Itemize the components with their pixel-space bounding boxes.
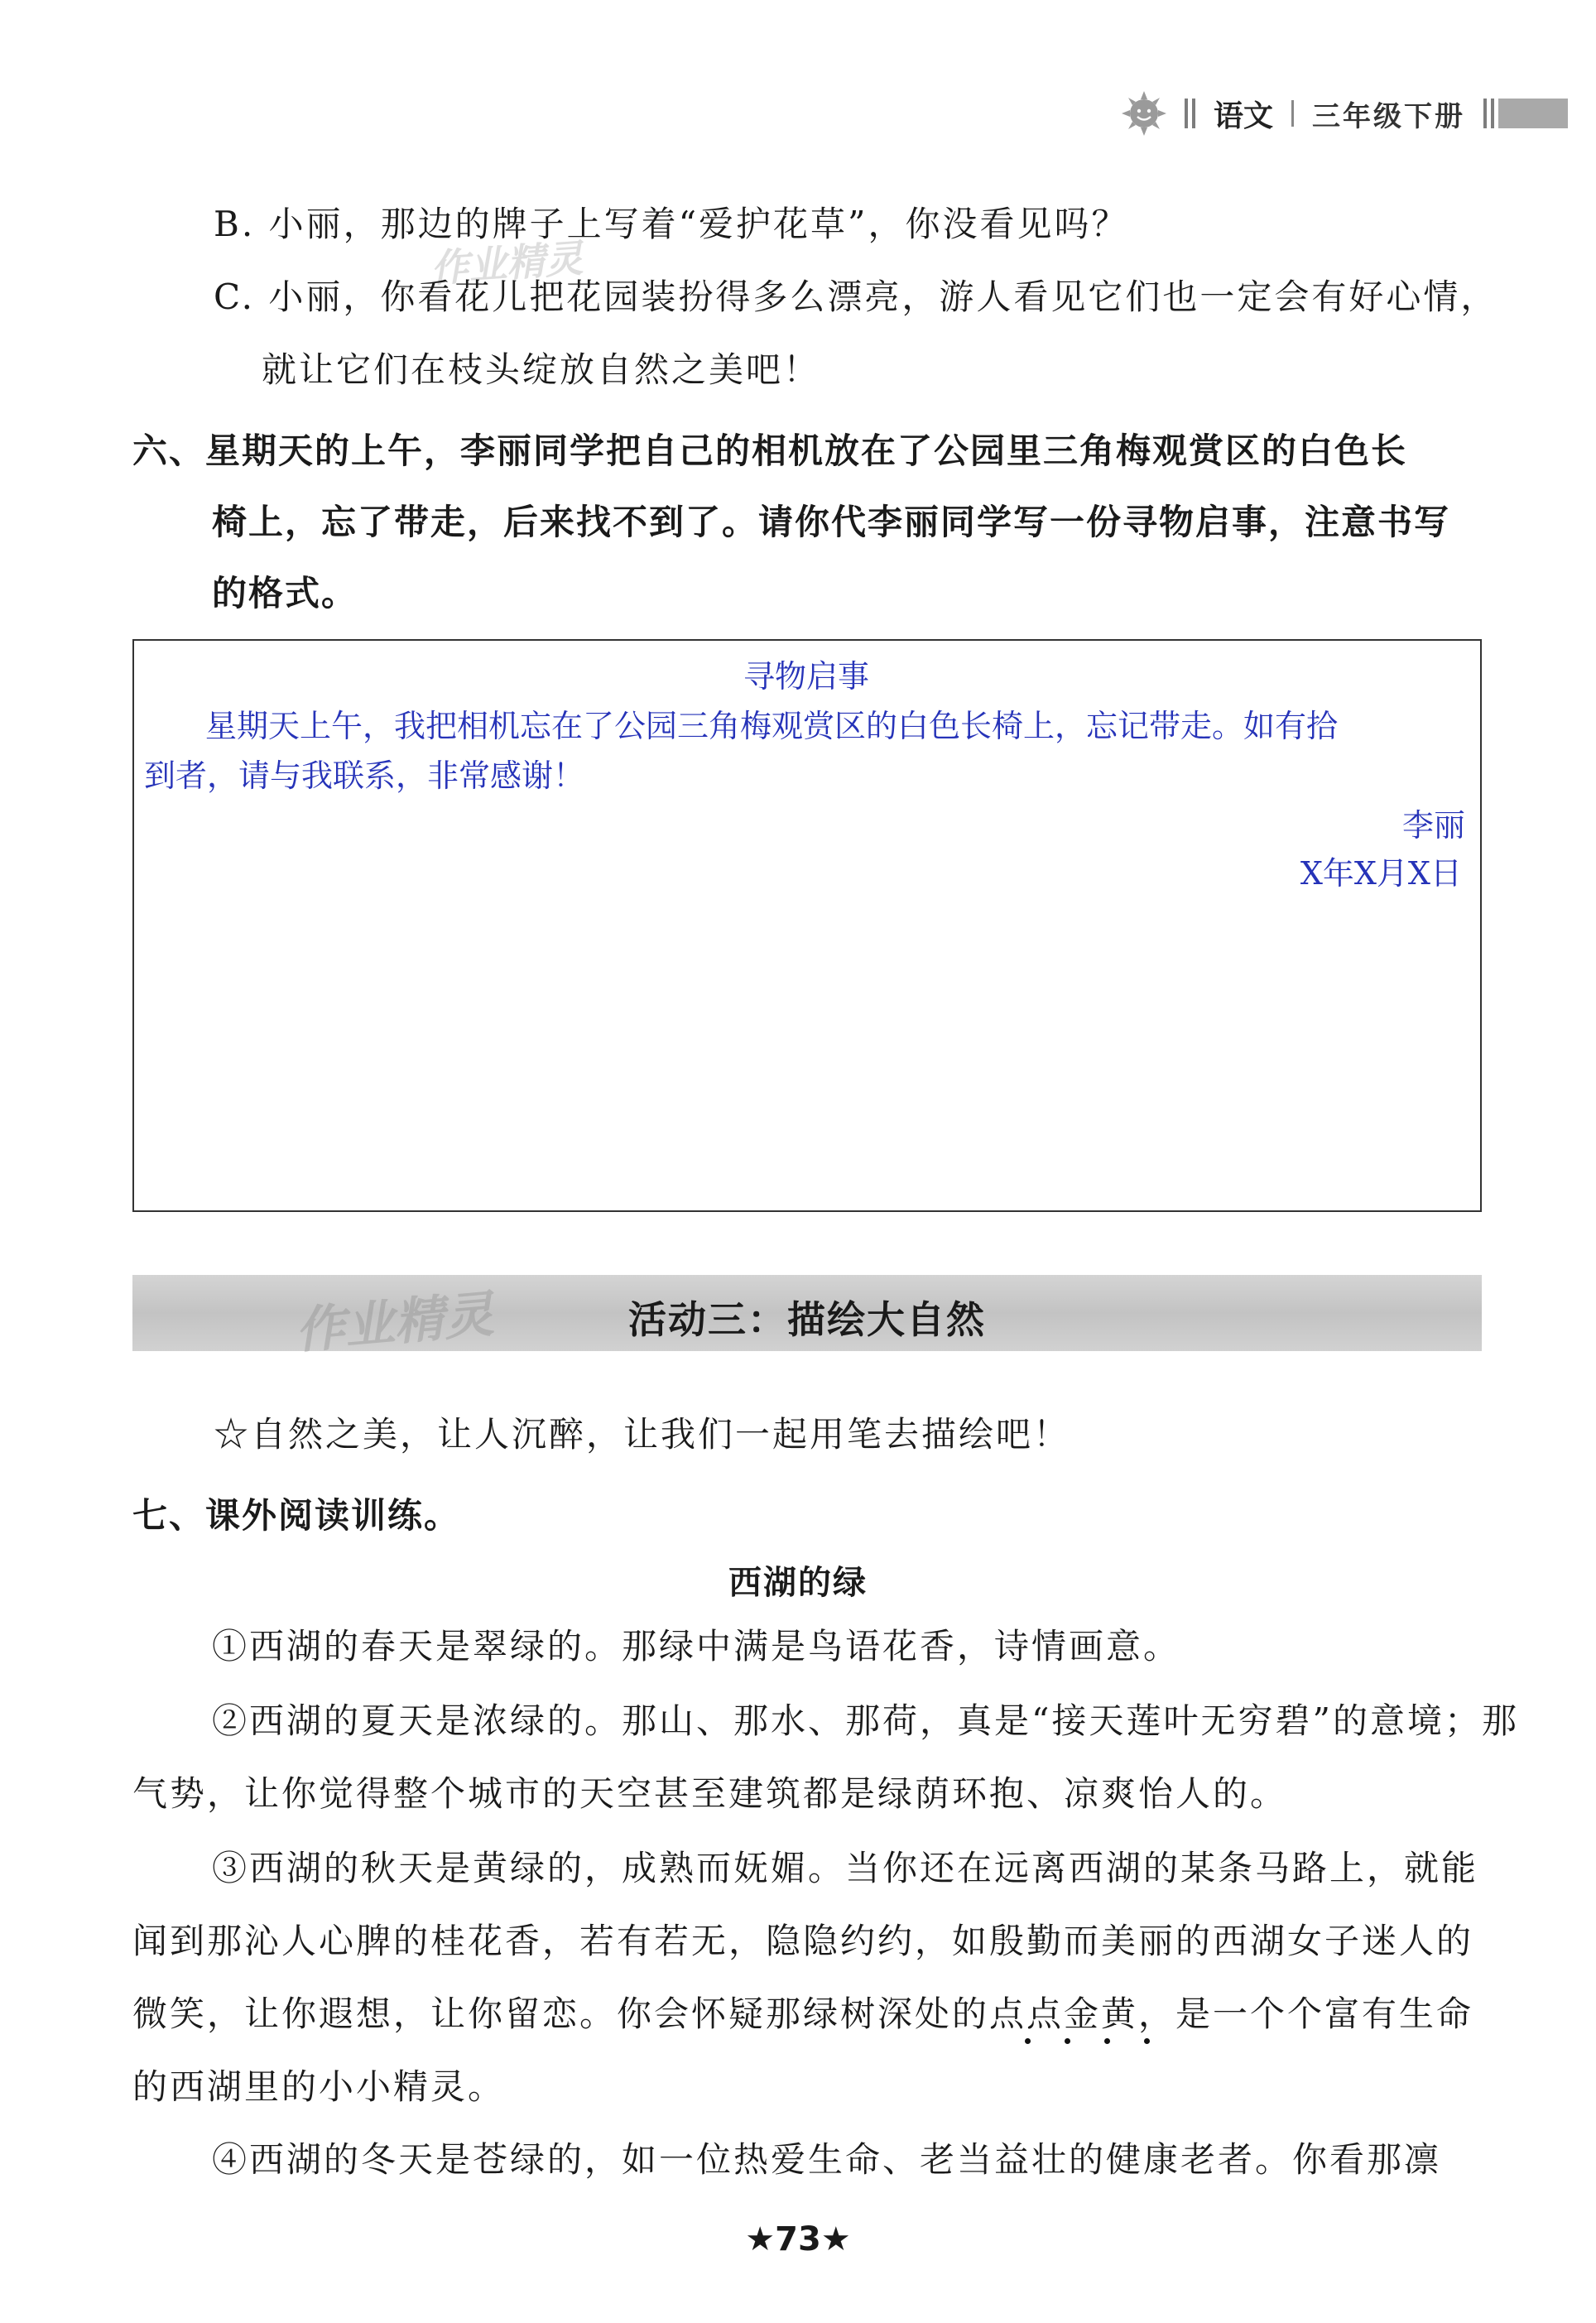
article-p3-line1: ③西湖的秋天是黄绿的，成熟而妩媚。当你还在远离西湖的某条马路上，就能 [212, 1848, 1479, 1888]
question-7: 七、课外阅读训练。 [132, 1495, 461, 1536]
answer-body-line2: 到者，请与我联系，非常感谢！ [144, 758, 585, 794]
article-title: 西湖的绿 [728, 1564, 868, 1602]
banner-watermark: 作业精灵 [292, 1285, 497, 1361]
page-header [1120, 89, 1568, 137]
banner-title: 活动三：描绘大自然 [628, 1297, 986, 1342]
article-p1: ①西湖的春天是翠绿的。那绿中满是鸟语花香，诗情画意。 [212, 1626, 1181, 1666]
emphasis-dot [1065, 2038, 1070, 2044]
question-6-line1: 六、星期天的上午，李丽同学把自己的相机放在了公园里三角梅观赏区的白色长 [132, 430, 1408, 471]
section-banner [132, 1275, 1482, 1361]
article-p4-line1: ④西湖的冬天是苍绿的，如一位热爱生命、老当益壮的健康老者。你看那凛 [212, 2139, 1442, 2180]
header-tail-bar [1483, 99, 1568, 128]
answer-date: X年X月X日 [1300, 855, 1462, 892]
sun-face-icon [1120, 89, 1168, 137]
option-c-line1: C. 小丽，你看花儿把花园装扮得多么漂亮，游人看见它们也一定会有好心情， [214, 277, 1498, 317]
article-p3-line2: 闻到那沁人心脾的桂花香，若有若无，隐隐约约，如殷勤而美丽的西湖女子迷人的 [132, 1921, 1474, 1961]
answer-signature: 李丽 [1401, 807, 1465, 844]
option-b: B. 小丽，那边的牌子上写着“爱护花草”，你没看见吗？ [214, 204, 1129, 244]
header-divider [1185, 99, 1195, 128]
article-p2-line2: 气势，让你觉得整个城市的天空甚至建筑都是绿荫环抱、凉爽怡人的。 [132, 1773, 1288, 1814]
watermark: 作业精灵 [429, 235, 584, 291]
header-separator [1291, 100, 1294, 127]
emphasis-dot [1104, 2038, 1110, 2044]
answer-box [132, 639, 1482, 1212]
answer-body-line1: 星期天上午，我把相机忘在了公园三角梅观赏区的白色长椅上，忘记带走。如有拾 [205, 708, 1339, 744]
question-6-line2: 椅上，忘了带走，后来找不到了。请你代李丽同学写一份寻物启事，注意书写 [212, 502, 1451, 542]
option-c-line2: 就让它们在枝头绽放自然之美吧！ [262, 349, 821, 390]
emphasis-dot [1144, 2038, 1150, 2044]
subject-label: 语文 [1213, 99, 1273, 133]
emphasis-dot [1025, 2038, 1031, 2044]
article-p3-line3: 微笑，让你遐想，让你留恋。你会怀疑那绿树深处的点点金黄，是一个个富有生命 [132, 1994, 1474, 2034]
article-p3-line4: 的西湖里的小小精灵。 [132, 2066, 506, 2107]
page-number: ★73★ [745, 2220, 851, 2258]
intro-text: ☆自然之美，让人沉醉，让我们一起用笔去描绘吧！ [214, 1414, 1071, 1455]
question-6-line3: 的格式。 [212, 573, 358, 613]
article-p2-line1: ②西湖的夏天是浓绿的。那山、那水、那荷，真是“接天莲叶无穷碧”的意境；那 [212, 1700, 1519, 1741]
answer-title: 寻物启事 [743, 658, 870, 695]
grade-label: 三年级下册 [1312, 99, 1465, 133]
